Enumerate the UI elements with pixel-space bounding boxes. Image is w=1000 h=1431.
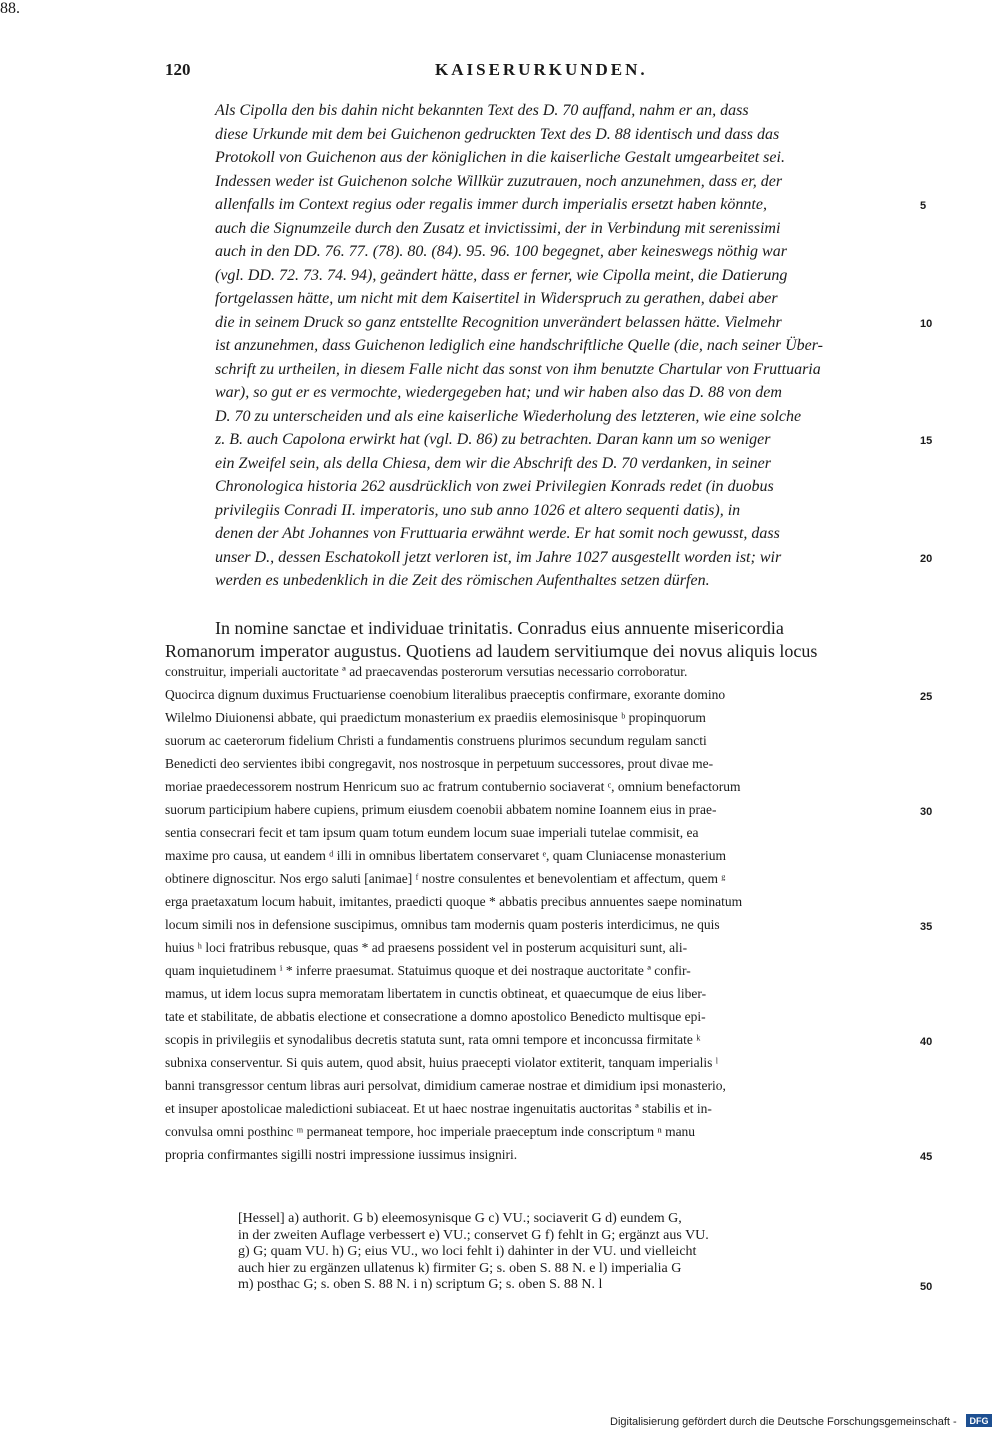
note-line-text: m) posthac G; s. oben S. 88 N. i n) scriptum G; s. oben S. 88 N. l — [238, 1277, 603, 1292]
note-line-text: [Hessel] a) authorit. G b) eleemosynisque G c) VU.; sociaverit G d) eundem G, — [238, 1211, 682, 1226]
line-number: 35 — [920, 921, 933, 933]
commentary-line-text: (vgl. DD. 72. 73. 74. 94), geändert hätte, dass er ferner, wie Cipolla meint, die Datierung — [215, 266, 788, 284]
commentary-line-text: diese Urkunde mit dem bei Guichenon gedruckten Text des D. 88 identisch und dass das — [215, 125, 780, 143]
line-number: 50 — [920, 1281, 933, 1293]
note-line-text: in der zweiten Auflage verbessert e) VU.; conservet G f) fehlt in G; ergänzt aus VU. — [238, 1227, 709, 1243]
charter-line-text: suorum participium habere cupiens, primum eiusdem coenobii abbatem nomine Ioannem eius in prae- — [165, 802, 717, 817]
charter-line-text: obtinere dignoscitur. Nos ergo saluti [animae] ᶠ nostre consulentes et benevolentiam et affectum, quem ᵍ — [165, 871, 726, 886]
line-number: 30 — [920, 806, 933, 818]
charter-line-text: suorum ac caeterorum fidelium Christi a fundamentis construens plurimos secundum regulam sancti — [165, 733, 707, 748]
line-number: 25 — [920, 691, 933, 703]
commentary-line-text: z. B. auch Capolona erwirkt hat (vgl. D. 86) zu betrachten. Daran kann um so weniger — [215, 431, 771, 448]
charter-line-text: maxime pro causa, ut eandem ᵈ illi in omnibus libertatem conservaret ᵉ, quam Cluniacense monasterium — [165, 848, 727, 863]
charter-line-text: Wilelmo Diuionensi abbate, qui praedictum monasterium ex praediis elemosinisque ᵇ propinquorum — [165, 710, 706, 725]
charter-line-text: tate et stabilitate, de abbatis electione et consecratione a domno apostolico Benedicto multisque epi- — [165, 1009, 706, 1024]
charter-line-text: subnixa conserventur. Si quis autem, quod absit, huius praecepti violator extiterit, tanquam imperialis ˡ — [165, 1055, 718, 1070]
commentary-line-text: denen der Abt Johannes von Fruttuaria erwähnt werde. Er hat somit noch gewusst, dass — [215, 525, 780, 542]
running-title: KAISERURKUNDEN. — [435, 60, 648, 79]
note-line-text: auch hier zu ergänzen ullatenus k) firmiter G; s. oben S. 88 N. e l) imperialia G — [238, 1260, 682, 1276]
charter-line-text: quam inquietudinem ⁱ * inferre praesumat. Statuimus quoque et dei nostraque auctoritate ª confir- — [165, 963, 691, 978]
charter-line-text: Romanorum imperator augustus. Quotiens ad laudem servitiumque dei novus aliquis locus — [165, 641, 818, 661]
line-number: 20 — [920, 552, 933, 565]
commentary-line-text: auch in den DD. 76. 77. (78). 80. (84). 95. 96. 100 begegnet, aber keineswegs nöthig war — [215, 243, 787, 260]
note-line-text: g) G; quam VU. h) G; eius VU., wo loci fehlt i) dahinter in der VU. und vielleicht — [238, 1244, 697, 1259]
commentary-line-text: Chronologica historia 262 ausdrücklich von zwei Privilegien Konrads redet (in duobus — [215, 478, 774, 495]
charter-line-text: propria confirmantes sigilli nostri impressione iussimus insigniri. — [165, 1147, 518, 1162]
charter-line-text: construitur, imperiali auctoritate ª ad praecavendas posterorum versutias necessario corroboratur. — [165, 664, 688, 679]
commentary-line-text: auch die Signumzeile durch den Zusatz et invictissimi, der in Verbindung mit serenissimi — [215, 219, 781, 237]
commentary-line-text: fortgelassen hätte, um nicht mit dem Kaisertitel in Widerspruch zu gerathen, dabei aber — [215, 290, 778, 307]
charter-line-text: convulsa omni posthinc ᵐ permaneat tempore, hoc imperiale praeceptum inde conscriptum ⁿ manu — [165, 1124, 696, 1139]
footer-credit: Digitalisierung gefördert durch die Deutsche Forschungsgemeinschaft - — [610, 1416, 957, 1428]
page-number: 120 — [165, 60, 191, 79]
commentary-line-text: ein Zweifel sein, als della Chiesa, dem wir die Abschrift des D. 70 verdanken, in seiner — [215, 454, 771, 472]
commentary-line-text: schrift zu urtheilen, in diesem Falle nicht das sonst von ihm benutzte Chartular von Fruttuaria — [215, 360, 821, 378]
commentary-line-text: Protokoll von Guichenon aus der königlichen in die kaiserliche Gestalt umgearbeitet sei. — [215, 149, 785, 166]
line-number: 10 — [920, 317, 933, 330]
charter-line-text: banni transgressor centum libras auri persolvat, dimidium camerae nostrae et dimidium ipsi monasterio, — [165, 1078, 726, 1093]
commentary-line-text: allenfalls im Context regius oder regalis immer durch imperialis ersetzt haben könnte, — [215, 196, 767, 213]
commentary-line-text: unser D., dessen Eschatokoll jetzt verloren ist, im Jahre 1027 ausgestellt worden ist; wir — [215, 548, 782, 566]
charter-line-text: moriae praedecessorem nostrum Henricum suo ac fratrum contubernio sociaverat ᶜ, omnium benefactorum — [165, 779, 741, 794]
commentary-line-text: ist anzunehmen, dass Guichenon lediglich eine handschriftliche Quelle (die, nach seiner Über- — [215, 337, 823, 354]
commentary-line-text: privilegiis Conradi II. imperatoris, uno sub anno 1026 et altero sequenti datis), in — [215, 501, 741, 519]
line-number: 5 — [920, 200, 927, 212]
charter-line-text: et insuper apostolicae maledictioni subiaceat. Et ut haec nostrae ingenuitatis auctoritas ª stabilis et in- — [165, 1101, 712, 1116]
charter-line-text: Quocirca dignum duximus Fructuariense coenobium literalibus praeceptis confirmare, exorante domino — [165, 687, 726, 702]
charter-line-text: huius ʰ loci fratribus rebusque, quas * ad praesens possident vel in posterum acquisituri sunt, ali- — [165, 940, 688, 955]
note-number: 88. — [0, 0, 20, 17]
charter-line-text: sentia consecrari fecit et tam ipsum quam totum eundem locum suae imperiali tutelae commisit, ea — [165, 825, 699, 840]
charter-line-text: mamus, ut idem locus supra memoratam libertatem in cunctis obtineat, et quaecumque de eius liber- — [165, 986, 707, 1001]
line-number: 15 — [920, 435, 933, 447]
charter-line-text: Benedicti deo servientes ibibi congregavit, nos nostrosque in perpetuum successores, prout divae me- — [165, 756, 714, 771]
commentary-line-text: werden es unbedenklich in die Zeit des römischen Aufenthaltes setzen dürfen. — [215, 572, 710, 589]
commentary-line-text: Als Cipolla den bis dahin nicht bekannten Text des D. 70 auffand, nahm er an, dass — [215, 102, 749, 119]
charter-line-text: erga praetaxatum locum habuit, imitantes, praedicti quoque * abbatis precibus annuentes saepe nominatum — [165, 894, 743, 909]
dfg-logo: DFG — [966, 1414, 992, 1427]
charter-line-text: locum simili nos in defensione suscipimus, omnibus tam modernis quam posteris interdicimus, ne quis — [165, 917, 720, 932]
commentary-line-text: Indessen weder ist Guichenon solche Willkür zuzutrauen, noch anzunehmen, dass er, der — [215, 172, 783, 190]
commentary-line-text: war), so gut er es vermochte, wiedergegeben hat; und wir haben also das D. 88 von dem — [215, 384, 782, 401]
charter-line-text: In nomine sanctae et individuae trinitatis. Conradus eius annuente misericordia — [215, 618, 784, 638]
commentary-line-text: die in seinem Druck so ganz entstellte Recognition unverändert belassen hätte. Vielmehr — [215, 313, 782, 331]
commentary-line-text: D. 70 zu unterscheiden und als eine kaiserliche Wiederholung des letzteren, wie eine solche — [215, 407, 802, 425]
line-number: 40 — [920, 1036, 933, 1048]
line-number: 45 — [920, 1151, 933, 1163]
charter-line-text: scopis in privilegiis et synodalibus decretis statuta sunt, rata omni tempore et inconcussa firmitate ᵏ — [165, 1032, 701, 1047]
page-header — [165, 60, 925, 84]
